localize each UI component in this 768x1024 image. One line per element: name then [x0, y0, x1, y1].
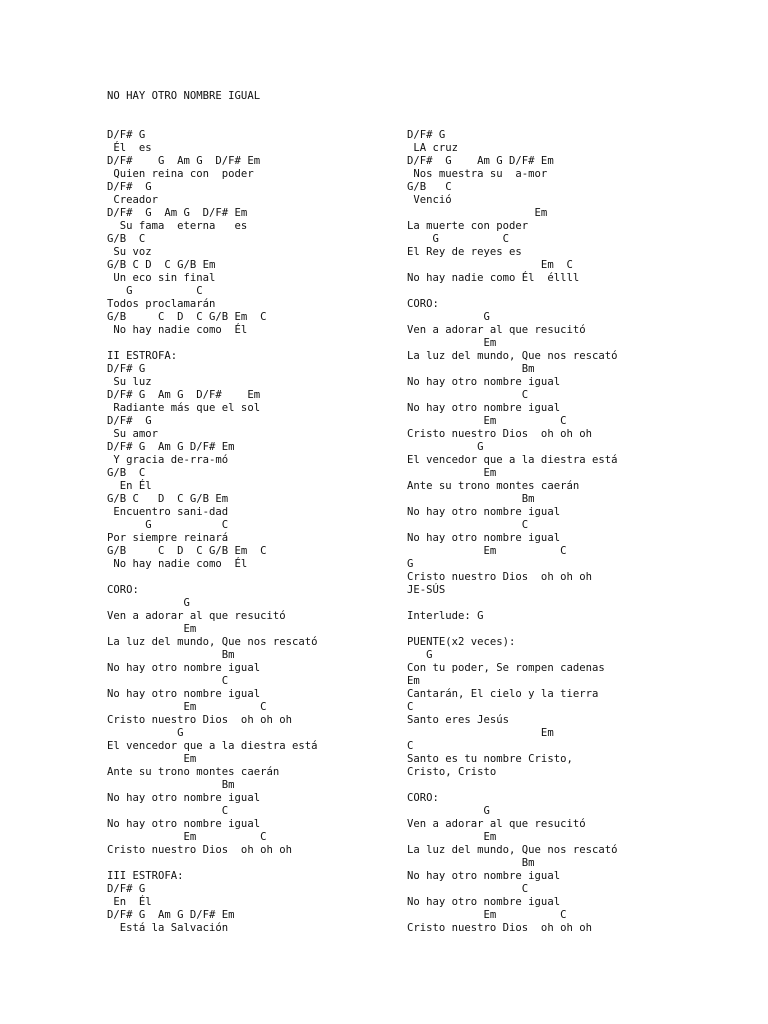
lyric-line: No hay otro nombre igual: [407, 532, 561, 544]
lyric-line: Em: [407, 727, 554, 739]
lyric-line: G C: [107, 285, 203, 297]
lyric-line: Interlude: G: [407, 610, 484, 622]
lyric-line: Su fama eterna es: [107, 220, 248, 232]
lyric-line: Santo eres Jesús: [407, 714, 510, 726]
lyric-line: Em C: [407, 545, 567, 557]
lyric-line: La muerte con poder: [407, 220, 529, 232]
lyric-line: C: [407, 519, 529, 531]
lyric-line: No hay otro nombre igual: [407, 896, 561, 908]
lyric-line: Ven a adorar al que resucitó: [407, 324, 586, 336]
lyric-line: G C: [407, 233, 510, 245]
lyric-line: [407, 779, 617, 792]
lyric-line: Por siempre reinará: [107, 532, 229, 544]
lyric-line: Nos muestra su a-mor: [407, 168, 548, 180]
lyric-line: Bm: [107, 779, 235, 791]
lyric-line: [107, 337, 317, 350]
song-title: NO HAY OTRO NOMBRE IGUAL: [107, 90, 261, 102]
lyric-line: G: [407, 649, 433, 661]
lyric-line: Em C: [107, 831, 267, 843]
lyric-line: LA cruz: [407, 142, 459, 154]
lyric-line: C: [107, 675, 229, 687]
lyric-line: Un eco sin final: [107, 272, 216, 284]
lyric-line: CORO:: [407, 792, 439, 804]
lyric-line: Em: [407, 467, 497, 479]
lyric-line: [107, 571, 317, 584]
lyric-line: Cristo nuestro Dios oh oh oh: [407, 428, 592, 440]
lyric-line: G/B C D C G/B Em: [107, 259, 216, 271]
lyric-line: Cristo nuestro Dios oh oh oh: [407, 571, 592, 583]
lyric-line: D/F# G Am G D/F# Em: [107, 909, 235, 921]
lyric-line: C: [107, 805, 229, 817]
lyric-line: Em: [107, 623, 197, 635]
lyric-line: D/F# G Am G D/F# Em: [107, 441, 235, 453]
lyric-line: Ven a adorar al que resucitó: [407, 818, 586, 830]
lyric-line: Radiante más que el sol: [107, 402, 261, 414]
lyric-line: El vencedor que a la diestra está: [107, 740, 318, 752]
lyric-line: La luz del mundo, Que nos rescató: [107, 636, 318, 648]
lyric-line: Bm: [407, 363, 535, 375]
lyric-line: Y gracia de-rra-mó: [107, 454, 229, 466]
lyric-line: D/F# G Am G D/F# Em: [107, 207, 248, 219]
lyric-line: C: [407, 389, 529, 401]
left-column: [107, 129, 317, 935]
lyric-line: El vencedor que a la diestra está: [407, 454, 618, 466]
lyric-line: No hay nadie como Él: [107, 558, 248, 570]
lyric-line: Venció: [407, 194, 452, 206]
lyric-line: D/F# G: [107, 181, 152, 193]
lyric-line: D/F# G Am G D/F# Em: [107, 389, 261, 401]
lyric-line: Quien reina con poder: [107, 168, 254, 180]
lyric-line: Bm: [107, 649, 235, 661]
lyric-line: Em C: [107, 701, 267, 713]
lyric-line: [407, 285, 617, 298]
lyric-line: G C: [107, 519, 229, 531]
lyric-line: Todos proclamarán: [107, 298, 216, 310]
lyric-line: G: [407, 311, 490, 323]
lyric-line: [107, 857, 317, 870]
lyric-line: [407, 623, 617, 636]
lyric-line: CORO:: [107, 584, 139, 596]
lyric-line: No hay otro nombre igual: [107, 688, 261, 700]
lyric-line: La luz del mundo, Que nos rescató: [407, 350, 618, 362]
lyric-line: Em C: [407, 415, 567, 427]
lyric-line: C: [407, 883, 529, 895]
lyric-line: En Él: [107, 480, 152, 492]
lyric-line: Cristo nuestro Dios oh oh oh: [407, 922, 592, 934]
lyric-line: Em: [407, 337, 497, 349]
lyric-line: G/B C: [107, 233, 146, 245]
lyric-line: Cristo nuestro Dios oh oh oh: [107, 714, 292, 726]
lyric-line: Em C: [407, 259, 573, 271]
lyric-line: JE-SÚS: [407, 584, 446, 596]
lyric-line: En Él: [107, 896, 152, 908]
lyric-line: Bm: [407, 493, 535, 505]
lyric-line: G/B C D C G/B Em: [107, 493, 229, 505]
lyric-line: Em: [107, 753, 197, 765]
lyric-line: Bm: [407, 857, 535, 869]
lyric-line: No hay nadie como Él: [107, 324, 248, 336]
lyric-line: Él es: [107, 142, 152, 154]
lyric-line: G: [107, 727, 184, 739]
lyric-line: G: [107, 597, 190, 609]
lyric-line: Ante su trono montes caerán: [407, 480, 580, 492]
lyric-line: No hay otro nombre igual: [407, 402, 561, 414]
lyric-line: II ESTROFA:: [107, 350, 178, 362]
lyric-line: D/F# G: [107, 129, 146, 141]
lyric-line: Em C: [407, 909, 567, 921]
lyric-line: D/F# G Am G D/F# Em: [107, 155, 261, 167]
lyric-line: No hay otro nombre igual: [107, 662, 261, 674]
lyric-line: D/F# G: [107, 883, 146, 895]
lyric-line: G/B C: [107, 467, 146, 479]
lyric-line: Su luz: [107, 376, 152, 388]
lyric-line: Cristo nuestro Dios oh oh oh: [107, 844, 292, 856]
lyric-line: Su amor: [107, 428, 159, 440]
lyric-line: La luz del mundo, Que nos rescató: [407, 844, 618, 856]
lyric-line: Encuentro sani-dad: [107, 506, 229, 518]
lyric-line: Está la Salvación: [107, 922, 229, 934]
lyric-line: G: [407, 558, 414, 570]
lyric-line: No hay nadie como Él éllll: [407, 272, 580, 284]
lyric-line: Em: [407, 675, 420, 687]
lyric-line: G: [407, 441, 484, 453]
lyric-line: G/B C D C G/B Em C: [107, 545, 267, 557]
lyric-line: Ante su trono montes caerán: [107, 766, 280, 778]
lyric-line: G/B C D C G/B Em C: [107, 311, 267, 323]
lyric-line: Em: [407, 831, 497, 843]
lyric-line: D/F# G: [407, 129, 446, 141]
lyric-line: G: [407, 805, 490, 817]
lyric-line: PUENTE(x2 veces):: [407, 636, 516, 648]
lyric-line: No hay otro nombre igual: [407, 506, 561, 518]
lyric-line: D/F# G: [107, 415, 152, 427]
lyric-line: Santo es tu nombre Cristo,: [407, 753, 573, 765]
lyric-line: Cantarán, El cielo y la tierra: [407, 688, 599, 700]
lyric-line: G/B C: [407, 181, 452, 193]
lyric-line: D/F# G: [107, 363, 146, 375]
lyric-line: III ESTROFA:: [107, 870, 184, 882]
lyric-line: CORO:: [407, 298, 439, 310]
lyric-line: [407, 597, 617, 610]
right-column: [407, 129, 617, 935]
lyric-line: Su voz: [107, 246, 152, 258]
lyric-line: Ven a adorar al que resucitó: [107, 610, 286, 622]
lyric-line: C: [407, 740, 414, 752]
lyric-line: No hay otro nombre igual: [407, 870, 561, 882]
lyric-line: No hay otro nombre igual: [107, 792, 261, 804]
lyric-line: No hay otro nombre igual: [107, 818, 261, 830]
lyric-line: No hay otro nombre igual: [407, 376, 561, 388]
lyric-line: El Rey de reyes es: [407, 246, 522, 258]
lyric-line: D/F# G Am G D/F# Em: [407, 155, 554, 167]
lyric-line: C: [407, 701, 414, 713]
lyric-line: Cristo, Cristo: [407, 766, 497, 778]
lyric-line: Creador: [107, 194, 159, 206]
lyric-line: Em: [407, 207, 548, 219]
lyric-line: Con tu poder, Se rompen cadenas: [407, 662, 605, 674]
